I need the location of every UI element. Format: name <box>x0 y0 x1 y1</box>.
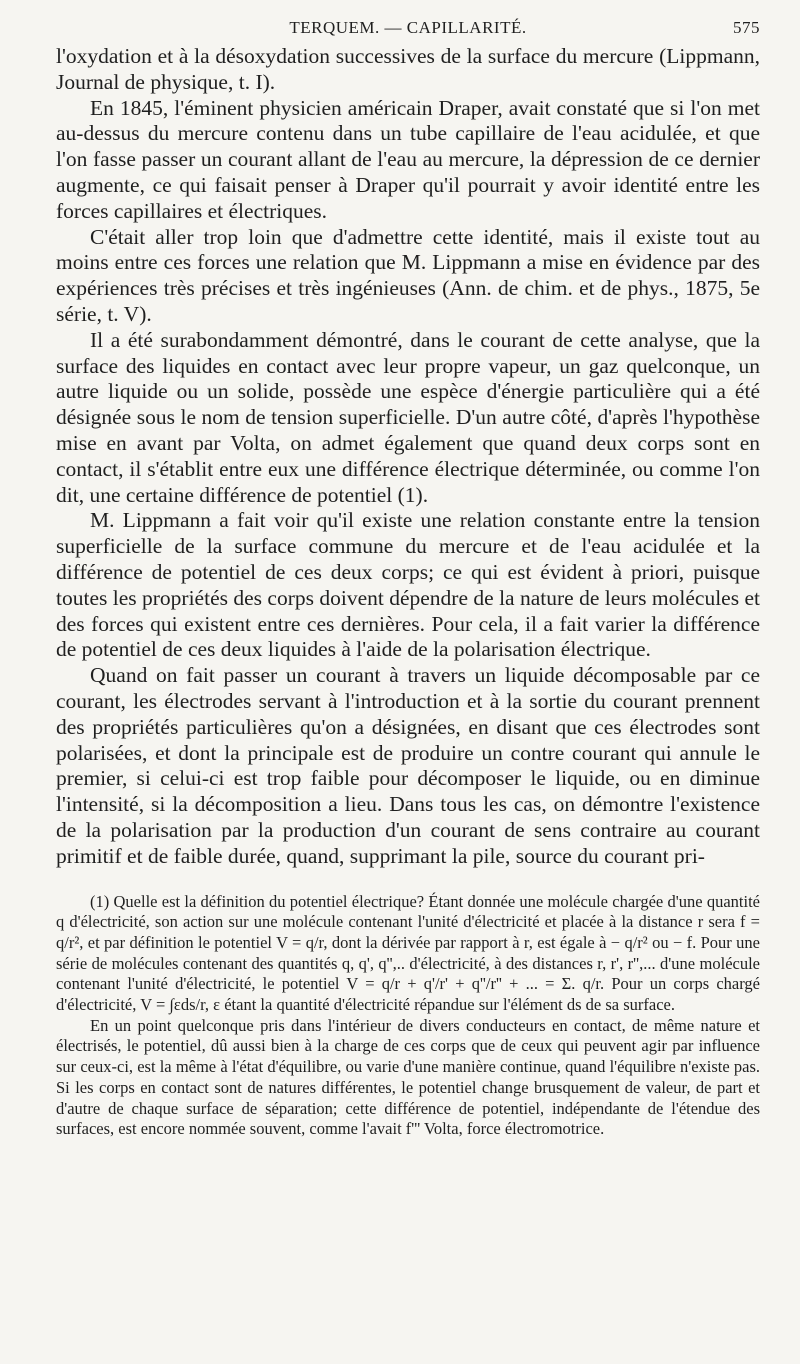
footnote: (1) Quelle est la définition du potentiel électrique? Étant donnée une molécule chargée d'une quantité q d'électricité, son action sur une molécule contenant l'unité d'électricité et placée à la distance r sera f = q/r², et par définition le potentiel V = q/r, dont la dérivée par rapport à r, est égale à − q/r² ou − f. Pour une série de molécules contenant des quantités q, q', q'',.. d'électricité, à des distances r, r', r'',... d'une molécule contenant l'unité d'électricité, le potentiel V = q/r + q'/r' + q''/r'' + ... = Σ. q/r. Pour un corps chargé d'électricité, V = ∫εds/r, ε étant la quantité d'électricité répandue sur l'élément ds de sa surface. <box>56 891 760 1015</box>
footnote: En un point quelconque pris dans l'intérieur de divers conducteurs en contact, de même nature et électrisés, le potentiel, dû aussi bien à la charge de ces corps que de ceux qui peuvent agir par influence sur ceux-ci, est la même à l'état d'équilibre, ou varie d'une manière continue, quand l'équilibre n'existe pas. Si les corps en contact sont de natures différentes, le potentiel change brusquement de valeur, de part et d'autre de chaque surface de séparation; cette différence de potentiel, indépendante de l'étendue des surfaces, est encore nommée souvent, comme l'avait f''' Volta, force électromotrice. <box>56 1015 760 1139</box>
main-text <box>56 44 760 870</box>
page-number: 575 <box>733 18 760 37</box>
paragraph: C'était aller trop loin que d'admettre cette identité, mais il existe tout au moins entre ces forces une relation que M. Lippmann a mise en évidence par des expériences très précises et très ingénieuses (Ann. de chim. et de phys., 1875, 5e série, t. V). <box>56 224 760 326</box>
paragraph: Quand on fait passer un courant à travers un liquide décomposable par ce courant, les électrodes servant à l'introduction et à la sortie du courant prennent des propriétés particulières qu'on a désignées, en disant que ces électrodes sont polarisées, et dont la principale est de produire un contre courant qui annule le premier, si celui-ci est trop faible pour décomposer le liquide, ou en diminue l'intensité, si la décomposition a lieu. Dans tous les cas, on démontre l'existence de la polarisation par la production d'un courant de sens contraire au courant primitif et de faible durée, quand, supprimant la pile, source du courant pri- <box>56 663 760 868</box>
paragraph: Il a été surabondamment démontré, dans le courant de cette analyse, que la surface des liquides en contact avec leur propre vapeur, un gaz quelconque, un autre liquide ou un solide, possède une espèce d'énergie particulière qui a été désignée sous le nom de tension superficielle. D'un autre côté, d'après l'hypothèse mise en avant par Volta, on admet également que quand deux corps sont en contact, il s'établit entre eux une différence électrique déterminée, ou comme l'on dit, une certaine différence de potentiel (1). <box>56 327 760 507</box>
paragraph: M. Lippmann a fait voir qu'il existe une relation constante entre la tension superficielle de la surface commune du mercure et de l'eau acidulée et la différence de potentiel de ces deux corps; ce qui est évident à priori, puisque toutes les propriétés des corps doivent dépendre de la nature de leurs molécules et des forces qui existent entre ces dernières. Pour cela, il a fait varier la différence de potentiel de ces deux liquides à l'aide de la polarisation électrique. <box>56 508 760 662</box>
paragraph: En 1845, l'éminent physicien américain Draper, avait constaté que si l'on met au-dessus du mercure contenu dans un tube capillaire de l'eau acidulée, et que l'on fasse passer un courant allant de l'eau au mercure, la dépression de ce dernier augmente, ce qui faisait penser à Draper qu'il pourrait y avoir identité entre les forces capillaires et électriques. <box>56 95 760 223</box>
running-header <box>56 14 760 44</box>
paragraph: l'oxydation et à la désoxydation successives de la surface du mercure (Lippmann, Journal de physique, t. I). <box>56 44 760 94</box>
footnotes <box>56 892 760 1140</box>
running-title: TERQUEM. — CAPILLARITÉ. <box>289 18 527 37</box>
